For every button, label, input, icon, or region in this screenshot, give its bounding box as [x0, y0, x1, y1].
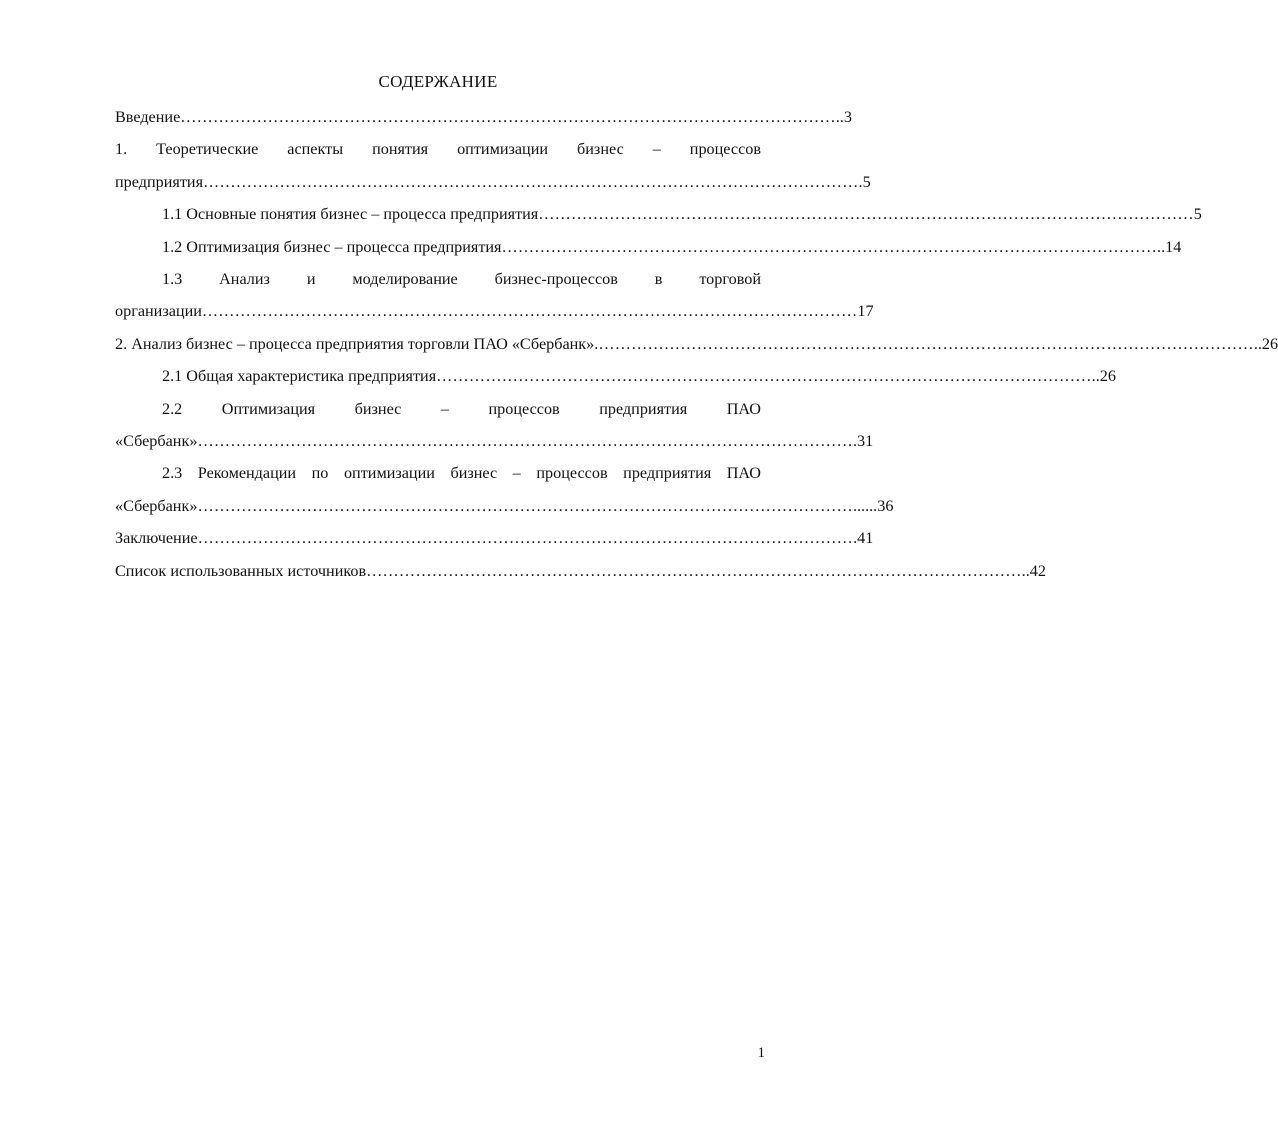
toc-leader: …………………………………………………………………………………………………………	[197, 529, 854, 548]
toc-entry-text: Список использованных источников	[115, 561, 367, 580]
toc-leader: …………………………………………………………………………………………………………	[598, 334, 1254, 353]
toc-entry-text: «Сбербанк»	[115, 496, 198, 515]
toc-entry-chapter-2	[115, 328, 1278, 360]
toc-entry-text: организации	[115, 302, 202, 321]
toc-leader: …………………………………………………………………………………………………………	[203, 172, 859, 191]
toc-leader: …………………………………………………………………………………………………………	[201, 302, 858, 321]
toc-leader: …………………………………………………………………………………………………………	[180, 108, 836, 126]
toc-entry-line	[115, 490, 894, 522]
toc-entry-line	[115, 425, 874, 457]
toc-entry-intro	[115, 101, 852, 133]
toc-entry-conclusion	[115, 522, 874, 554]
toc-entry-text: 1.3 Анализ и моделирование бизнес-процессов в торговой	[162, 270, 761, 289]
toc-entry-text: 2. Анализ бизнес – процесса предприятия торговли ПАО «Сбербанк».	[115, 334, 599, 353]
toc-entry-text: 1.1 Основные понятия бизнес – процесса предприятия	[162, 205, 539, 224]
toc-entry-2-1	[115, 360, 1116, 392]
toc-page-number: .41	[853, 529, 874, 548]
toc-page-number: ..14	[1157, 237, 1182, 256]
toc-page-number: 17	[857, 302, 874, 321]
toc-entry-text: «Сбербанк»	[115, 432, 198, 451]
toc-entry-text: Введение	[115, 108, 181, 126]
toc-leader: …………………………………………………………………………………………………………	[197, 432, 853, 451]
toc-entry-text: 1. Теоретические аспекты понятия оптимизации бизнес – процессов	[115, 140, 761, 159]
toc-entry-text: 2.3 Рекомендации по оптимизации бизнес – процессов предприятия ПАО	[162, 464, 761, 483]
toc-leader: …………………………………………………………………………………………………………	[538, 205, 1194, 224]
toc-leader: …………………………………………………………………………………………………………	[436, 367, 1092, 386]
toc-entry-2-2	[115, 393, 874, 458]
toc-page-number: ..42	[1021, 561, 1046, 580]
toc-page-number: .31	[852, 432, 874, 451]
toc-entry-text: предприятия	[115, 172, 204, 191]
toc-page-number: ..26	[1091, 367, 1116, 386]
toc-entry-sources	[115, 555, 1046, 587]
toc-entry-line	[115, 295, 874, 327]
toc-leader: …………………………………………………………………………………………………………	[501, 237, 1158, 256]
toc-entry-1-1	[115, 198, 1202, 230]
toc-page-number: 5	[1193, 205, 1202, 224]
toc-entry-line	[115, 166, 871, 198]
page-number: 1	[757, 1045, 765, 1061]
toc-entry-1-3	[115, 263, 874, 328]
toc-page-number: ..3	[835, 108, 852, 126]
toc-entry-chapter-1	[115, 133, 871, 198]
toc-page-number: ..26	[1253, 334, 1278, 353]
toc-entry-1-2	[115, 231, 1182, 263]
toc-entry-text: Заключение	[115, 529, 198, 548]
toc-page-number: .5	[858, 172, 871, 191]
toc-leader: …………………………………………………………………………………………………………	[197, 496, 853, 515]
table-of-contents	[115, 101, 1278, 587]
toc-entry-2-3	[115, 457, 894, 522]
toc-page-number: ......36	[852, 496, 894, 515]
toc-entry-text: 1.2 Оптимизация бизнес – процесса предприятия	[162, 237, 502, 256]
toc-entry-text: 2.1 Общая характеристика предприятия	[162, 367, 437, 386]
toc-entry-text: 2.2 Оптимизация бизнес – процессов предприятия ПАО	[162, 399, 761, 418]
toc-leader: …………………………………………………………………………………………………………	[366, 561, 1022, 580]
toc-title: СОДЕРЖАНИЕ	[378, 72, 498, 91]
